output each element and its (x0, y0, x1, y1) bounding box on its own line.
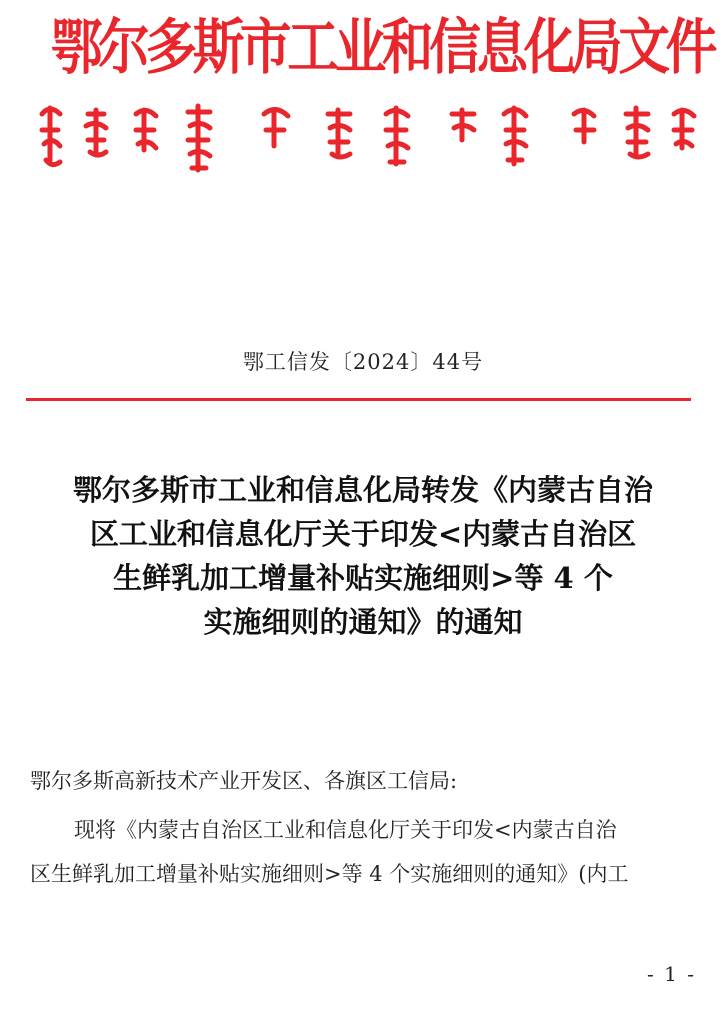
title-line: 实施细则的通知》的通知 (203, 605, 523, 639)
agency-header-title: 鄂尔多斯市工业和信息化局文件 (50, 13, 714, 83)
body-line: 现将《内蒙古自治区工业和信息化厅关于印发<内蒙古自治 (74, 818, 617, 842)
red-divider-line (26, 398, 691, 401)
addressee-line: 鄂尔多斯高新技术产业开发区、各旗区工信局: (30, 769, 458, 793)
document-number: 鄂工信发〔2024〕44号 (242, 350, 484, 374)
body-line: 区生鲜乳加工增量补贴实施细则>等 4 个实施细则的通知》(内工 (30, 862, 629, 886)
title-line: 鄂尔多斯市工业和信息化局转发《内蒙古自治 (72, 473, 653, 507)
body-text (30, 808, 696, 896)
page-number: - 1 - (647, 962, 696, 986)
document-title (24, 468, 702, 644)
title-line: 生鲜乳加工增量补贴实施细则>等 4 个 (113, 561, 613, 595)
mongolian-script-header (38, 100, 698, 180)
title-line: 区工业和信息化厅关于印发<内蒙古自治区 (89, 517, 637, 551)
